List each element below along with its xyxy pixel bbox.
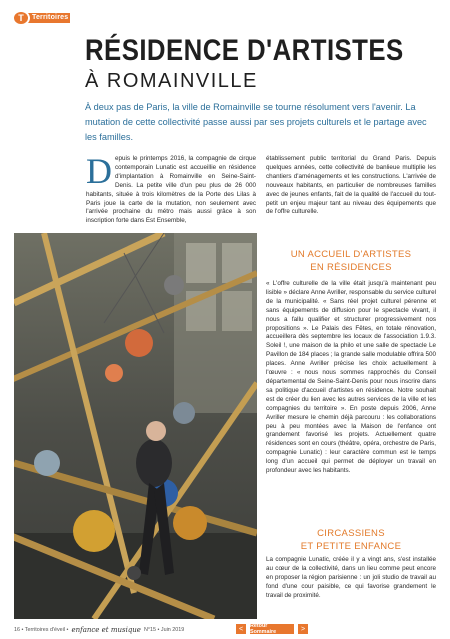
drop-cap: D <box>86 151 112 191</box>
subhead-1-line-1: UN ACCUEIL D'ARTISTES <box>290 249 412 260</box>
body-column-1 <box>86 151 256 226</box>
article-title-line2: À ROMAINVILLE <box>85 70 258 92</box>
back-to-summary-button[interactable]: Retour Sommaire <box>250 624 294 634</box>
subhead-1-line-2: EN RÉSIDENCES <box>310 262 392 273</box>
article-lead: À deux pas de Paris, la ville de Romainville se tourne résolument vers l'avenir. La mutation de cette collectivité passe aussi par ses projets culturels et le partage avec les familles. <box>85 102 427 142</box>
body-text-4: La compagnie Lunatic, créée il y a vingt ans, s'est installée au cœur de la collectivité, dans un lieu comme peut encore en proposer la région parisienne : un joli studio de travail au fond d'une cour paisible, ce qui favorise grandement le travail de proximité. <box>266 556 436 599</box>
subhead-circus-early-childhood <box>266 527 436 553</box>
circus-photo <box>14 233 257 619</box>
page-footer <box>14 626 184 634</box>
body-text-3: « L'offre culturelle de la ville était jusqu'à maintenant peu lisible » déclare Anne Avriller, responsable du service culturel de la municipalité. « Sans réel projet culturel pérenne et sans équipements de diffusion pour le spectacle vivant, il nous a fallu qualifier et structurer progressivement nos propositions ». Le Palais des Fêtes, en totale rénovation, accueillera dès septembre les locaux de l'association 1.9.3. Soleil !, une maison de la philo et une salle de spectacle Le Pavillon de 184 places ; la grande salle modulable offrira 500 places. Anne Avriller précise les choix actuellement à l'œuvre : « nous nous sommes rapprochés du Conseil départemental de Seine-Saint-Denis pour nous inscrire dans sa politique d'accueil d'artistes en résidence. Notre souhait est de créer du lien avec les autres services de la ville et les compagnies du territoire ». En poste depuis 2006, Anne Avriller mesure le chemin déjà parcouru : les collaborations peu à peu montées avec la Maison de l'enfance ont grandement favorisé les projets. Actuellement quatre résidences sont en cours (théâtre, opéra, orchestre de Paris, compagnie Lunatic) : leur caractère commun est le temps long d'un accueil qui permet de déployer un travail en profondeur avec les habitants. <box>266 280 437 475</box>
body-text-1: epuis le printemps 2016, la compagnie de cirque contemporain Lunatic est accueillie en résidence d'implantation à Romainville en Seine-Saint-Denis. La petite ville d'un peu plus de 26 000 habitants, située à trois kilomètres de la Porte des Lilas à Paris joue la carte de la mutation, non seulement avec l'arrivée prochaine du métro mais aussi grâce à son inscription forte dans Est Ensemble, <box>86 155 256 225</box>
section-tag: Territoires <box>32 14 69 21</box>
previous-page-button[interactable]: < <box>236 624 246 634</box>
subhead-2-line-1: CIRCASSIENS <box>317 528 385 539</box>
footer-magazine-name: enfance et musique <box>71 626 141 634</box>
next-page-button[interactable]: > <box>298 624 308 634</box>
body-column-3 <box>266 280 436 476</box>
footer-issue: N°15 • Juin 2019 <box>143 627 185 633</box>
subhead-artists-residence <box>266 248 436 274</box>
body-text-2: établissement public territorial du Grand Paris. Depuis quelques années, cette collectivité de banlieue multiplie les chantiers d'aménagements et les constructions. L'arrivée de nouveaux habitants, en particulier de nombreuses familles avec de jeunes enfants, fait de la qualité de l'accueil du tout-petit un enjeu majeur tant au niveau des équipements que de l'offre culturelle. <box>266 155 436 216</box>
circus-photo-illustration <box>14 233 257 619</box>
footer-page-ref: 16 • Territoires d'éveil • <box>14 627 69 633</box>
body-column-2 <box>266 155 436 217</box>
section-badge: T <box>12 10 30 26</box>
body-column-4 <box>266 556 436 601</box>
article-title: RÉSIDENCE D'ARTISTES <box>85 34 404 67</box>
subhead-2-line-2: ET PETITE ENFANCE <box>300 541 402 552</box>
